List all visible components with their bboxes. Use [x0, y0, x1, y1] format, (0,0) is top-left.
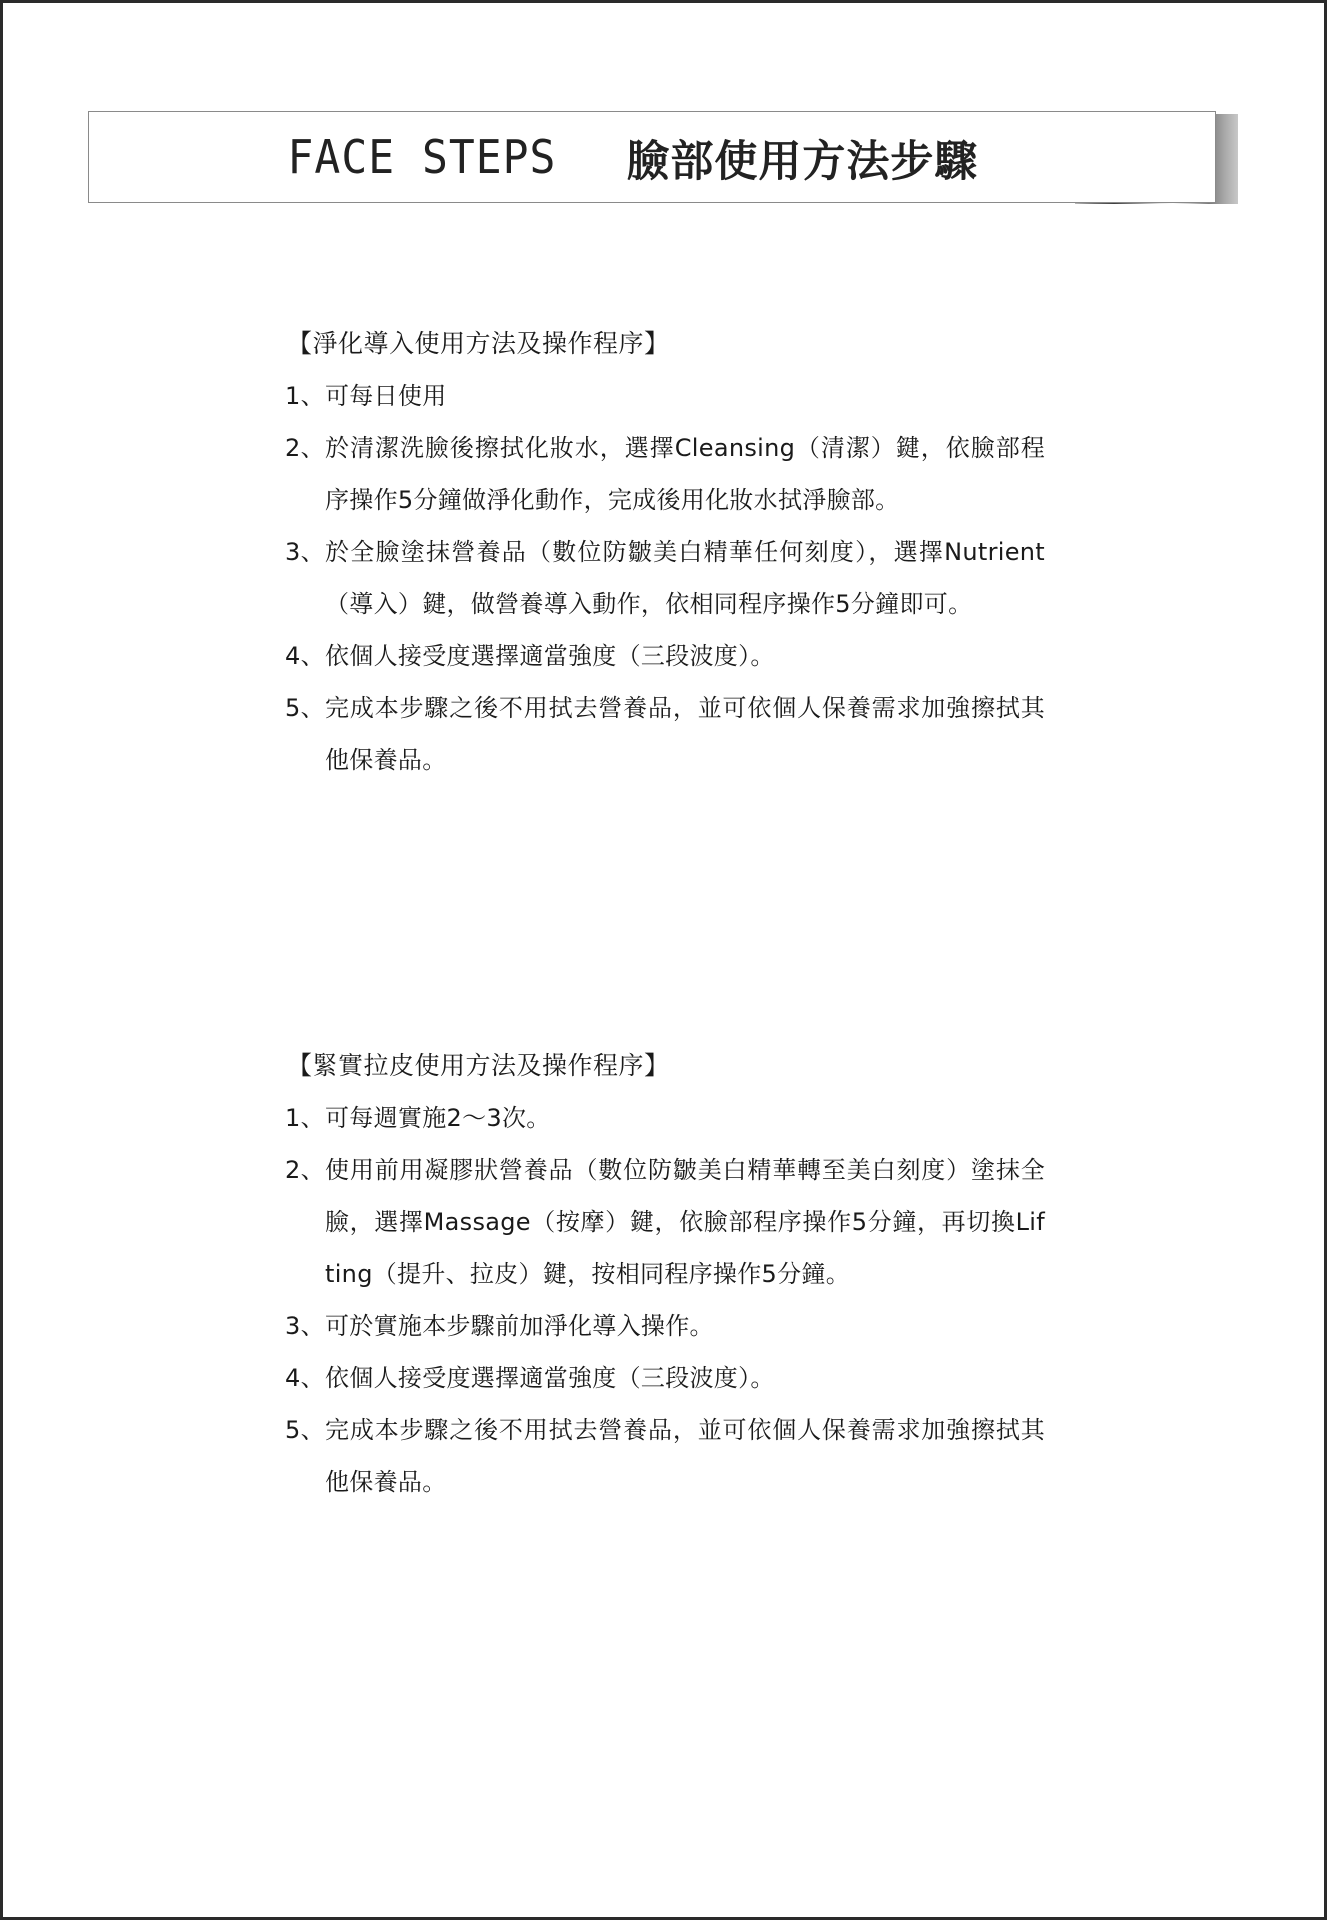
step-number: 4、 [285, 1364, 325, 1392]
step-text: 可每週實施2～3次。 [325, 1104, 551, 1132]
step-number: 3、 [285, 538, 325, 566]
step-item [285, 682, 1045, 786]
step-text: 可於實施本步驟前加淨化導入操作。 [325, 1312, 714, 1340]
step-number: 5、 [285, 694, 325, 722]
step-text: 依個人接受度選擇適當強度（三段波度）。 [325, 642, 775, 670]
step-number: 2、 [285, 434, 325, 462]
step-item [285, 630, 1045, 682]
step-item [285, 1092, 1045, 1144]
header-banner [88, 111, 1216, 203]
step-text: 可每日使用 [325, 382, 447, 410]
step-item [285, 1352, 1045, 1404]
section-firming-lifting [285, 1040, 1045, 1508]
step-item [285, 526, 1045, 630]
step-text: 完成本步驟之後不用拭去營養品，並可依個人保養需求加強擦拭其他保養品。 [325, 1416, 1045, 1496]
step-item [285, 422, 1045, 526]
step-text: 於清潔洗臉後擦拭化妝水，選擇Cleansing（清潔）鍵，依臉部程序操作5分鐘做淨化動作，完成後用化妝水拭淨臉部。 [325, 434, 1045, 514]
step-text: 依個人接受度選擇適當強度（三段波度）。 [325, 1364, 775, 1392]
page-title-english: FACE STEPS [287, 131, 557, 185]
section-heading: 【淨化導入使用方法及操作程序】 [287, 329, 670, 358]
step-item [285, 1404, 1045, 1508]
page-title [89, 112, 1217, 204]
step-number: 4、 [285, 642, 325, 670]
step-text: 使用前用凝膠狀營養品（數位防皺美白精華轉至美白刻度）塗抹全臉，選擇Massage（按摩）鍵，依臉部程序操作5分鐘，再切換Lifting（提升、拉皮）鍵，按相同程序操作5分鐘。 [325, 1156, 1045, 1288]
step-number: 1、 [285, 382, 325, 410]
step-number: 3、 [285, 1312, 325, 1340]
step-text: 於全臉塗抹營養品（數位防皺美白精華任何刻度），選擇Nutrient（導入）鍵，做營養導入動作，依相同程序操作5分鐘即可。 [325, 538, 1045, 618]
page-title-chinese: 臉部使用方法步驟 [626, 136, 979, 187]
section-cleansing-nutrient [285, 318, 1045, 786]
step-number: 2、 [285, 1156, 325, 1184]
step-number: 5、 [285, 1416, 325, 1444]
step-item [285, 1144, 1045, 1300]
step-item [285, 370, 1045, 422]
step-item [285, 1300, 1045, 1352]
section-heading: 【緊實拉皮使用方法及操作程序】 [287, 1051, 670, 1080]
step-number: 1、 [285, 1104, 325, 1132]
step-text: 完成本步驟之後不用拭去營養品，並可依個人保養需求加強擦拭其他保養品。 [325, 694, 1045, 774]
